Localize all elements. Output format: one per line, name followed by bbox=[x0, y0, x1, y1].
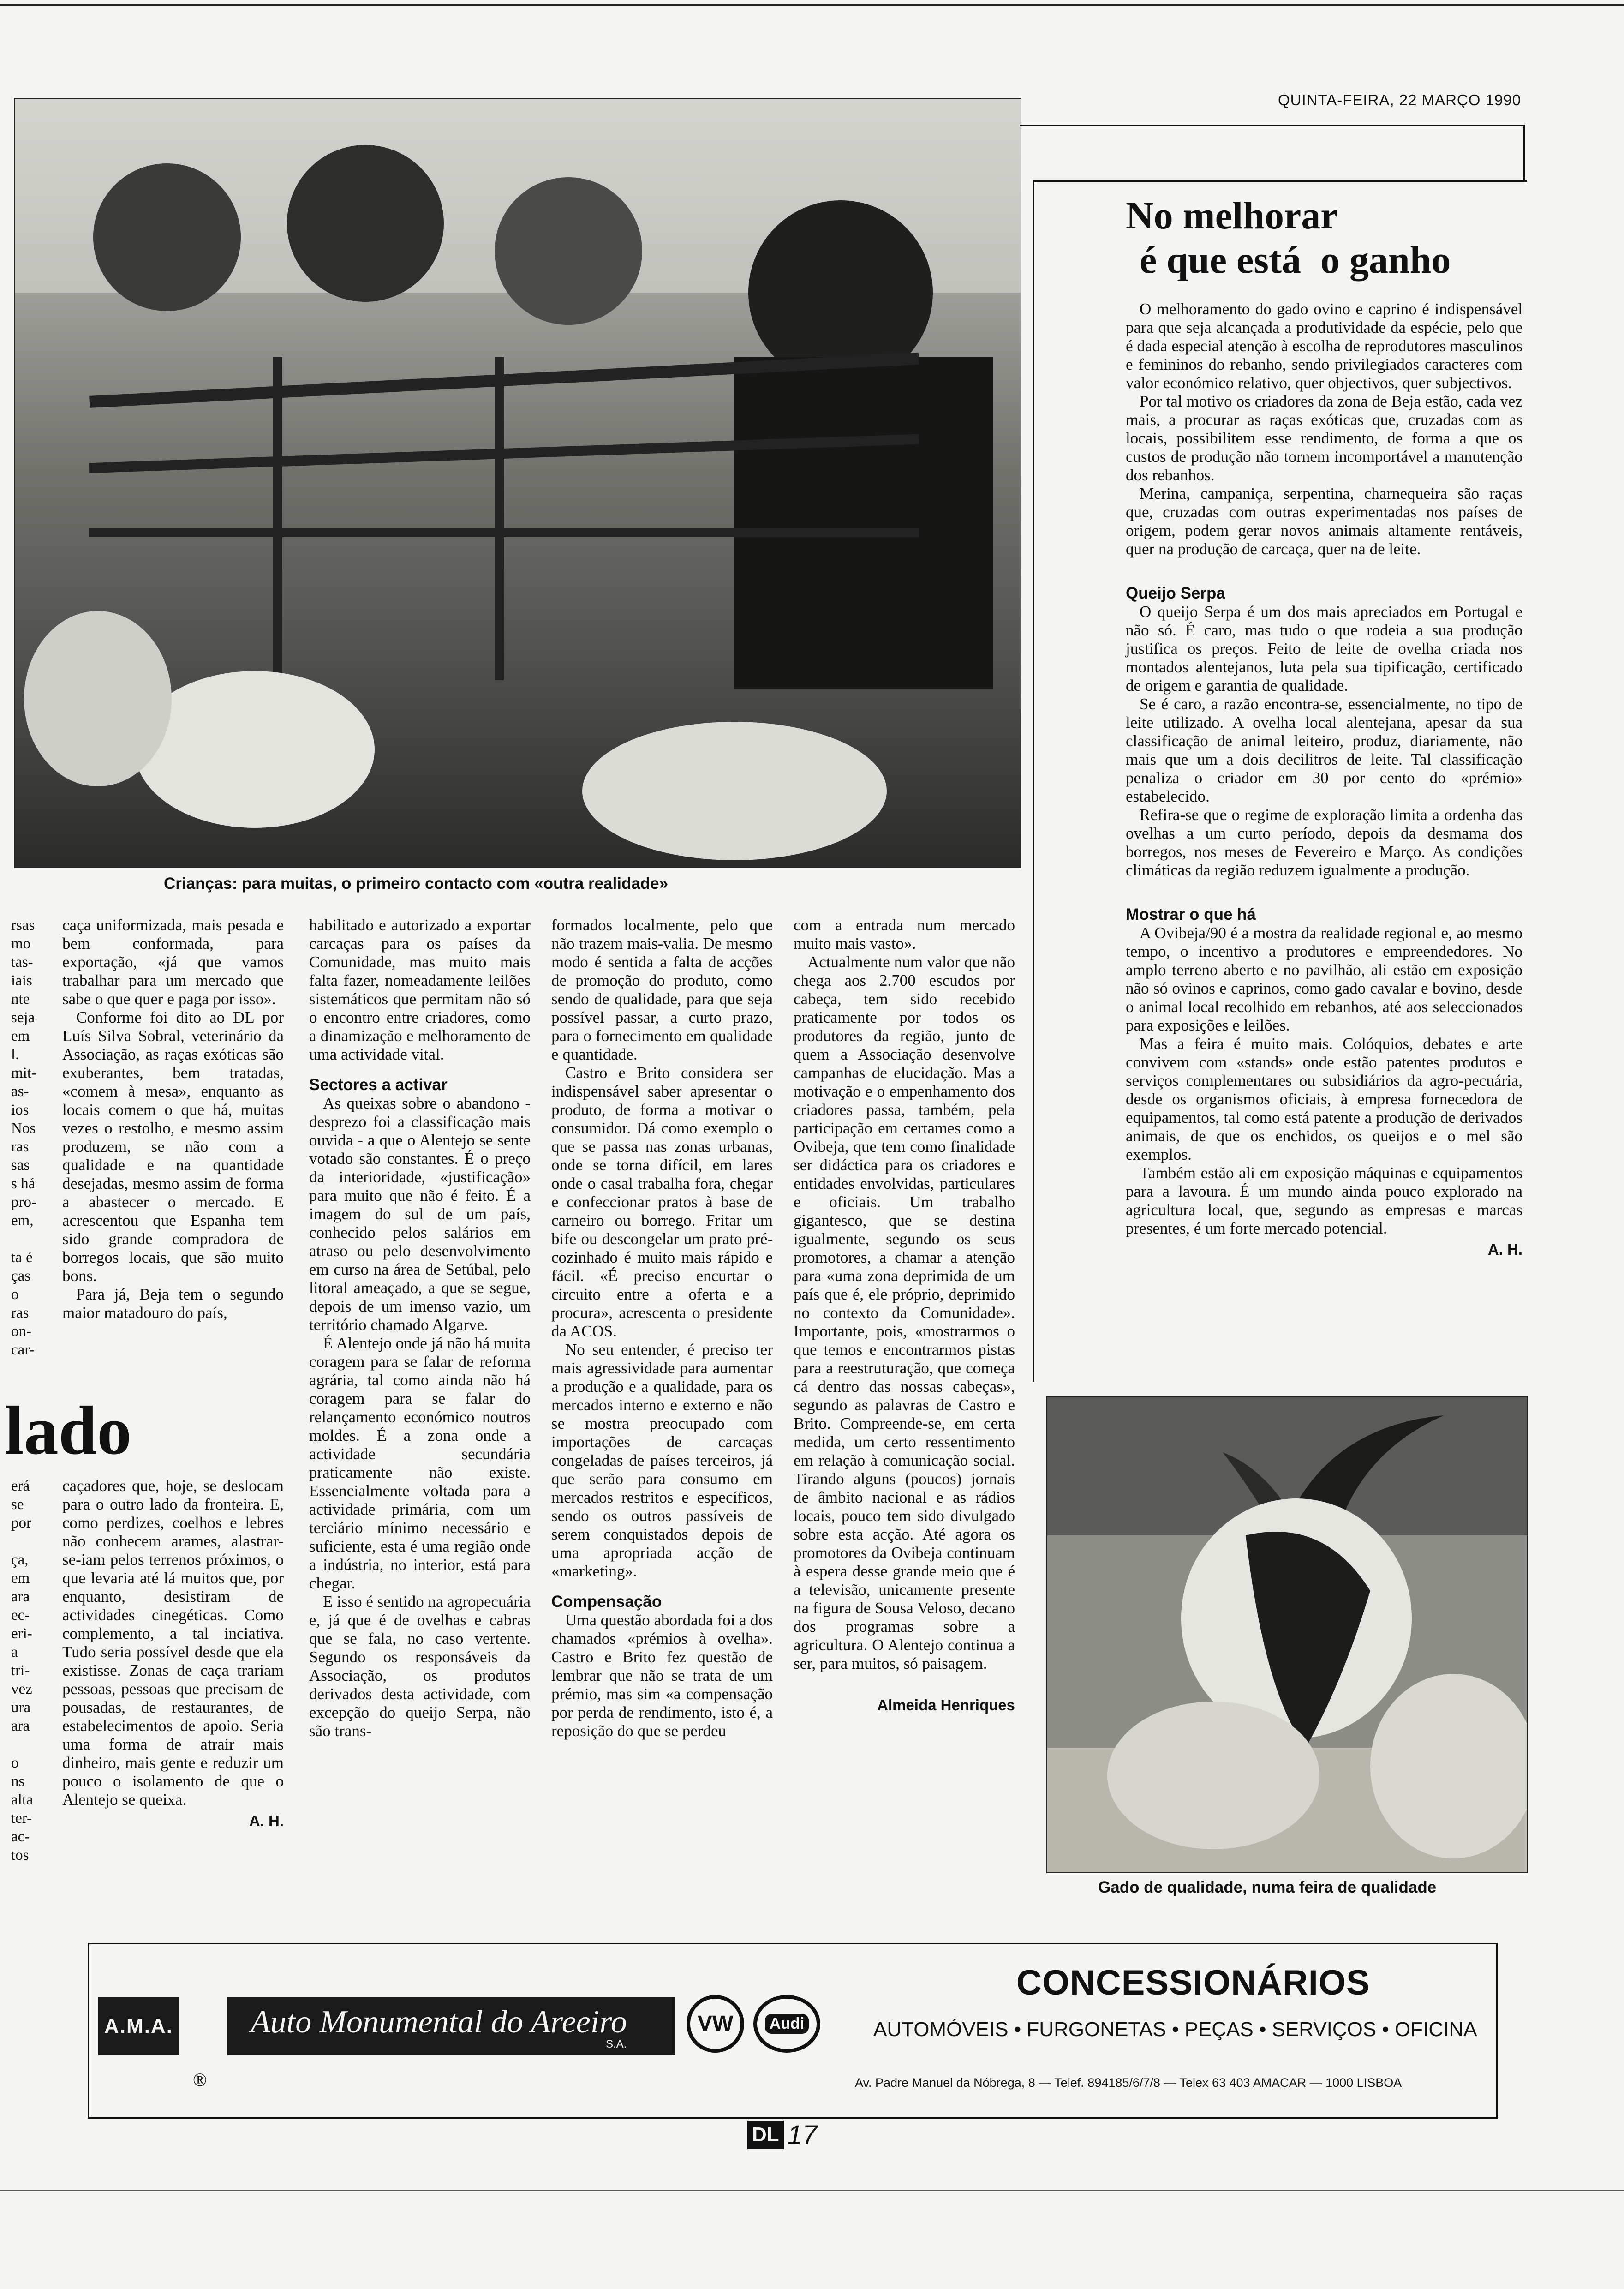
article-column-1-bottom bbox=[62, 1477, 284, 1830]
audi-logo-text: Audi bbox=[765, 2014, 809, 2034]
headline-fragment: lado bbox=[5, 1392, 132, 1469]
section-heading: Sectores a activar bbox=[309, 1076, 448, 1094]
article-column-2 bbox=[309, 916, 531, 1740]
dealer-name-banner bbox=[227, 1997, 675, 2055]
paragraph: É Alentejo onde já não há muita coragem para se falar de reforma agrária, tal como ainda não há coragem para se falar do relançamento económico noutros moldes. É a zona onde a actividade secundária praticamente não existe. Essencialmente voltada para a actividade primária, com um terciário mínimo necessário e suficiente, esta é uma região onde a indústria, no interior, está para chegar. bbox=[309, 1334, 531, 1592]
paragraph: E isso é sentido na agropecuária e, já que é de ovelhas e cabras que se fala, no caso vertente. Segundo os responsáveis da Associação, os produtos derivados desta actividade, com excepção do queijo Serpa, não são trans- bbox=[309, 1593, 531, 1740]
author-signature: Almeida Henriques bbox=[877, 1696, 1015, 1714]
article-column-1-top bbox=[62, 916, 284, 1322]
paragraph: Mas a feira é muito mais. Colóquios, debates e arte convivem com «stands» onde estão patentes produtos e serviços complementares ou subsidiários da agro-pecuária, desde os organismos oficiais, à empresa fornecedora de equipamentos, tal como está patente a produção de derivados animais, de que os enchidos, os queijos e o mel são exemplos. bbox=[1126, 1035, 1522, 1163]
advertisement bbox=[88, 1943, 1498, 2119]
paragraph: Merina, campaniça, serpentina, charnequeira são raças que, cruzadas com outras experimentadas nos países de origem, podem gerar novos animais altamente rentáveis, quer na produção de carcaça, quer na de leite. bbox=[1126, 485, 1522, 558]
ama-badge: A.M.A. bbox=[98, 1997, 179, 2055]
top-rule bbox=[0, 4, 1624, 6]
ad-address: Av. Padre Manuel da Nóbrega, 8 — Telef. 894185/6/7/8 — Telex 63 403 AMACAR — 1000 LISBOA bbox=[855, 2076, 1402, 2090]
page-date: QUINTA-FEIRA, 22 MARÇO 1990 bbox=[1278, 91, 1522, 108]
section-heading: Queijo Serpa bbox=[1126, 584, 1225, 602]
paragraph: habilitado e autorizado a exportar carcaças para os países da Comunidade, mas muito mais falta fazer, nomeadamente leilões sistemáticos que permitam não só o encontro entre criadores, como a dinamização e melhoramento de uma actividade vital. bbox=[309, 916, 531, 1063]
left-fragments-top: rsas mo tas- iais nte seja em l. mit- as- ios Nos ras sas s há pro- em, ta é ças o ras on- car- bbox=[11, 917, 36, 1358]
dealer-sa: S.A. bbox=[606, 2038, 627, 2050]
dl-logo-icon: DL bbox=[747, 2121, 784, 2149]
section-heading: Mostrar o que há bbox=[1126, 905, 1256, 923]
bottom-rule bbox=[0, 2190, 1624, 2191]
paragraph: com a entrada num mercado muito mais vasto». bbox=[794, 916, 1015, 953]
paragraph: Conforme foi dito ao DL por Luís Silva Sobral, veterinário da Associação, as raças exóticas são exuberantes, bem tratadas, «comem à mesa», enquanto as locais comem o que há, muitas vezes o restolho, e mesmo assim produzem, se não com a qualidade e na quantidade desejadas, mesmo assim de forma a abastecer o mercado. E acrescentou que Espanha tem sido grande compradora de borregos locais, que são muito bons. bbox=[62, 1008, 284, 1285]
paragraph: Se é caro, a razão encontra-se, essencialmente, no tipo de leite utilizado. A ovelha local alentejana, apesar da sua classificação de animal leiteiro, produz, diariamente, não mais que um a dois decilitros de leite. Tal classificação penaliza o criador em 30 por cento do «prémio» estabelecido. bbox=[1126, 695, 1522, 805]
sidebar-title bbox=[1126, 194, 1522, 282]
author-signature: A. H. bbox=[1487, 1241, 1522, 1258]
audi-logo-icon bbox=[753, 1995, 820, 2053]
paragraph: As queixas sobre o abandono - desprezo foi a classificação mais ouvida - a que o Alentejo se sente votado são constantes. É o preço da interioridade, «justificação» para muito que não é feito. É a imagem do sul de um país, conhecido pelos salários em atraso ou pelo desenvolvimento em curso na área de Setúbal, pelo litoral ameaçado, a que se segue, depois de um imenso vazio, um território chamado Algarve. bbox=[309, 1094, 531, 1334]
paragraph: Para já, Beja tem o segundo maior matadouro do país, bbox=[62, 1285, 284, 1322]
vw-logo-text: VW bbox=[697, 2012, 734, 2036]
article-column-4 bbox=[794, 916, 1015, 1714]
section-heading: Compensação bbox=[551, 1593, 662, 1611]
paragraph: Actualmente num valor que não chega aos 2.700 escudos por cabeça, tem sido recebido praticamente por todos os produtores da região, junto de quem a Associação desenvolve campanhas de elucidação. Mas a motivação e o empenhamento dos criadores passa, também, pela participação em certames como a Ovibeja, que tem como finalidade ser didáctica para os criadores e entidades envolvidas, particulares e oficiais. Um trabalho gigantesco, que se destina igualmente, segundo os seus promotores, a chamar a atenção para «uma zona deprimida de um país que é, ele próprio, deprimido no contexto da Comunidade». Importante, pois, «mostrarmos o que temos e encontrarmos pistas para a reestruturação, que começa cá dentro das nossas cabeças», segundo as palavras de Castro e Brito. Compreende-se, em certa medida, um certo ressentimento em relação à comunicação social. Tirando alguns (poucos) jornais de âmbito nacional e as rádios locais, pouco tem sido divulgado sobre esta acção. Até agora os promotores da Ovibeja continuam à espera desse grande meio que é a televisão, unicamente presente na figura de Sousa Veloso, decano dos programas sobre a agricultura. O Alentejo continua a ser, para muitos, só paisagem. bbox=[794, 953, 1015, 1672]
vw-logo-icon bbox=[687, 1995, 744, 2053]
children-sheep-photo bbox=[14, 98, 1021, 868]
author-signature: A. H. bbox=[249, 1812, 284, 1829]
paragraph: No seu entender, é preciso ter mais agressividade para aumentar a produção e a qualidade, para os mercados interno e externo e não se mostra preocupado com importações de carcaças congeladas de países terceiros, já que serão para consumo em mercados restritos e específicos, sendo os outros passíveis de serem conquistados depois de uma apropriada acção de «marketing». bbox=[551, 1341, 773, 1580]
paragraph: formados localmente, pelo que não trazem mais-valia. De mesmo modo é sentida a falta de acções de promoção do produto, como sendo de qualidade, para que seja possível passar, a curto prazo, para o fornecimento em qualidade e quantidade. bbox=[551, 916, 773, 1063]
dealer-script-name: Auto Monumental do Areeiro bbox=[251, 2004, 627, 2040]
ad-heading: CONCESSIONÁRIOS bbox=[1016, 1963, 1370, 2002]
paragraph: Também estão ali em exposição máquinas e equipamentos para a lavoura. É um mundo ainda pouco explorado na agricultura local, que, segundo as empresas e marcas presentes, é um forte mercado potencial. bbox=[1126, 1164, 1522, 1237]
footer-logo bbox=[747, 2121, 817, 2149]
paragraph: caçadores que, hoje, se deslocam para o outro lado da fronteira. E, como perdizes, coelhos e lebres não conhecem arames, alastrar-se-iam pelos terrenos próximos, o que levaria até lá muitos que, por enquanto, desistiram de actividades cinegéticas. Como complemento, a tal inciativa. Tudo seria possível desde que ela existisse. Zonas de caça trariam pessoas, pessoas que precisam de pousadas, de restaurantes, de estabelecimentos de apoio. Seria uma forma de atrair mais dinheiro, mais gente e reduzir um pouco o isolamento de que o Alentejo se queixa. bbox=[62, 1477, 284, 1809]
paragraph: caça uniformizada, mais pesada e bem conformada, para exportação, «já que vamos trabalhar para um mercado que sabe o que quer e paga por isso». bbox=[62, 916, 284, 1008]
paragraph: Castro e Brito considera ser indispensável saber apresentar o produto, de forma a motivar o consumidor. Dá como exemplo o que se passa nas zonas urbanas, onde se torna difícil, em lares onde o casal trabalha fora, chegar e confeccionar pratos à base de carneiro ou borrego. Fritar um bife ou descongelar um prato pré-cozinhado é muito mais rápido e fácil. «É preciso encurtar o circuito entre a oferta e a procura», acrescenta o presidente da ACOS. bbox=[551, 1064, 773, 1340]
paragraph: Por tal motivo os criadores da zona de Beja estão, cada vez mais, a procurar as raças exóticas que, cruzadas com as locais, possibilitem esse rendimento, de forma a que os custos de produção não tornem incomportável a manutenção dos rebanhos. bbox=[1126, 392, 1522, 484]
photo-caption: Crianças: para muitas, o primeiro contacto com «outra realidade» bbox=[164, 875, 669, 893]
paragraph: Refira-se que o regime de exploração limita a ordenha das ovelhas a um curto período, depois da desmama dos borregos, nos meses de Fevereiro e Março. As condições climáticas da região reduzem igualmente a produção. bbox=[1126, 806, 1522, 879]
registered-mark: ® bbox=[193, 2069, 207, 2090]
left-fragments-bottom: erá se por ça, em ara ec- eri- a tri- vez ura ara o ns alta ter- ac- tos bbox=[11, 1478, 33, 1864]
paragraph: O queijo Serpa é um dos mais apreciados em Portugal e não só. É caro, mas tudo o que rodeia a sua produção justifica os preços. Feito de leite de ovelha criada nos montados alentejanos, luta pela sua tipificação, certificado de origem e garantia de qualidade. bbox=[1126, 603, 1522, 695]
photo-image bbox=[1047, 1397, 1527, 1872]
page-number: 17 bbox=[787, 2120, 818, 2150]
goat-photo-caption: Gado de qualidade, numa feira de qualidade bbox=[1098, 1878, 1437, 1896]
paragraph: Uma questão abordada foi a dos chamados «prémios à ovelha». Castro e Brito fez questão de lembrar que não se trata de um prémio, mas sim «a compensação por perda de rendimento, isto é, a reposição do que se perdeu bbox=[551, 1611, 773, 1740]
frame-line bbox=[1020, 125, 1525, 126]
paragraph: O melhoramento do gado ovino e caprino é indispensável para que seja alcançada a produtividade da espécie, pelo que é dada especial atenção à escolha de reprodutores masculinos e femininos do rebanho, sendo privilegiados caracteres com valor económico relativo, quer objectivos, quer subjectivos. bbox=[1126, 300, 1522, 392]
ad-services: AUTOMÓVEIS • FURGONETAS • PEÇAS • SERVIÇOS • OFICINA bbox=[873, 2018, 1477, 2041]
sidebar-title-line1: No melhorar bbox=[1126, 194, 1338, 237]
photo-image bbox=[15, 99, 1021, 867]
article-column-3 bbox=[551, 916, 773, 1740]
paragraph: A Ovibeja/90 é a mostra da realidade regional e, ao mesmo tempo, o incentivo a produtores e empreendedores. No amplo terreno aberto e no pavilhão, ali estão em exposição não só ovinos e caprinos, como gado cavalar e bovino, desde o animal local recolhido em rebanhos, até aos seleccionados para exposições e leilões. bbox=[1126, 924, 1522, 1034]
sidebar-title-line2: é que está o ganho bbox=[1140, 239, 1451, 282]
goat-photo bbox=[1046, 1396, 1528, 1873]
frame-line bbox=[1523, 125, 1525, 180]
sidebar-text bbox=[1126, 300, 1522, 1259]
